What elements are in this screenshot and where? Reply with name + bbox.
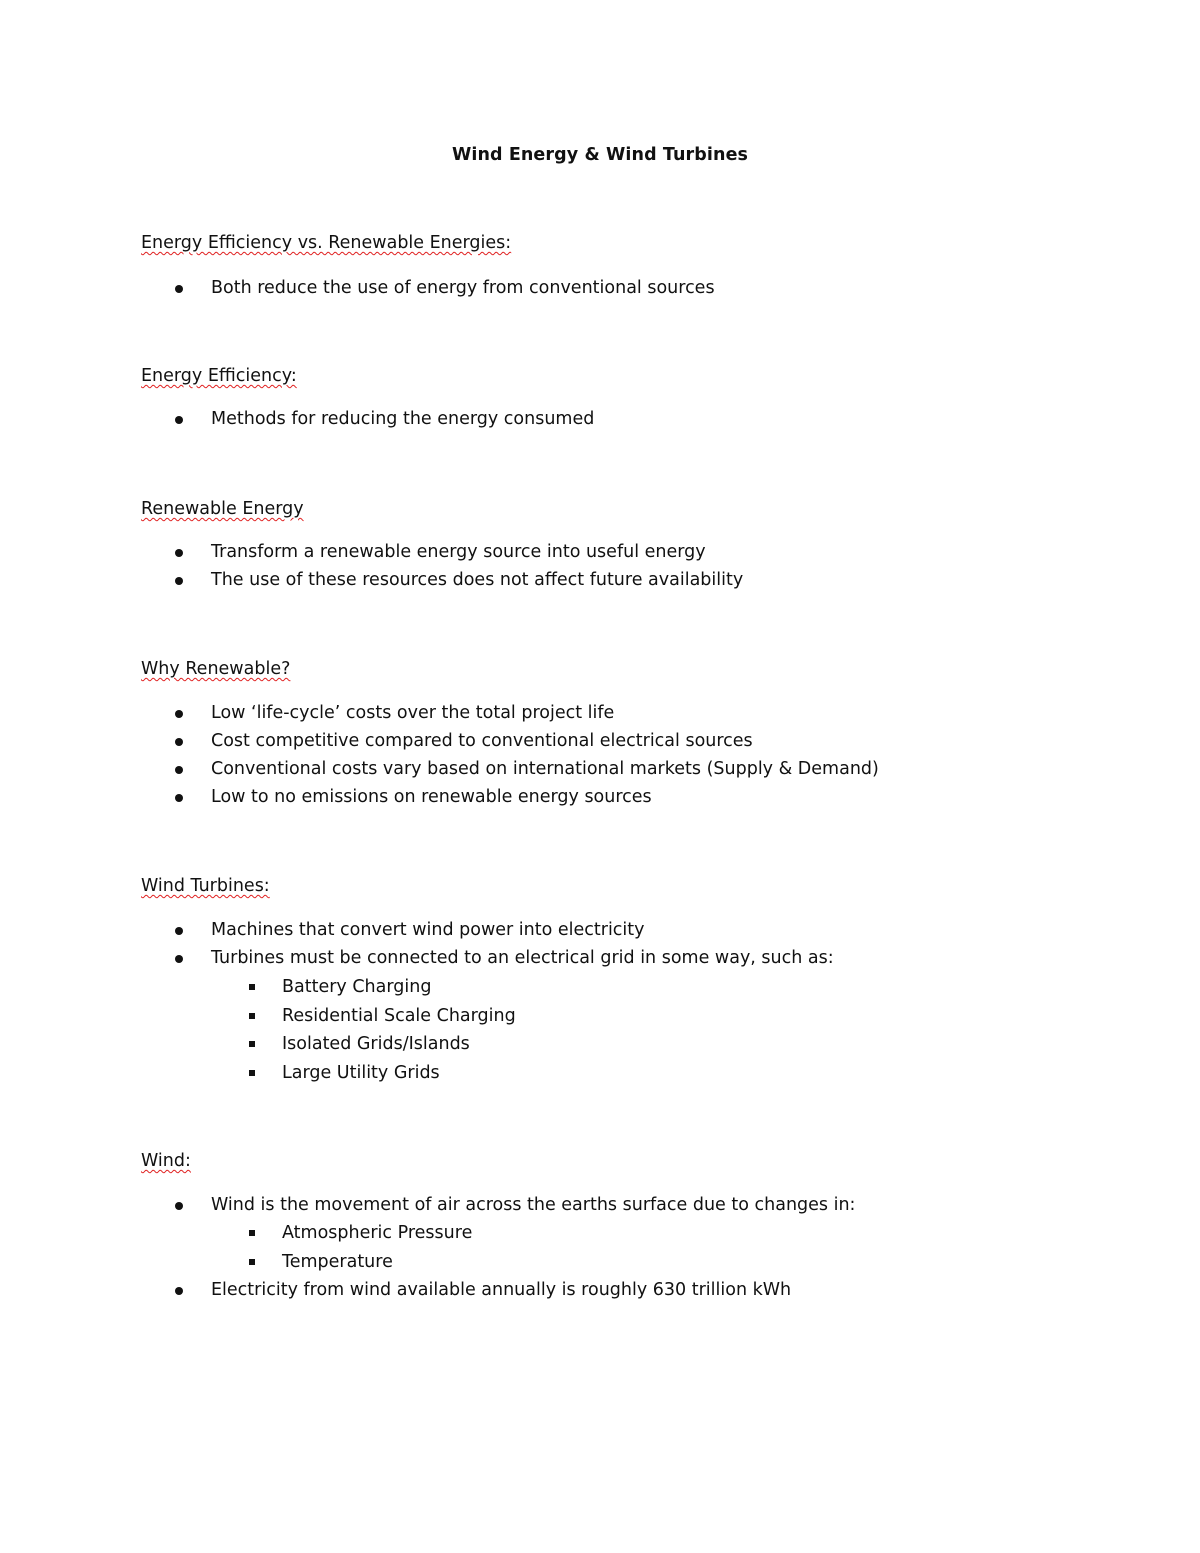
list-item: Cost competitive compared to conventional electrical sources: [211, 730, 753, 752]
square-bullet-icon: [249, 984, 255, 990]
bullet-icon: [175, 955, 183, 963]
section-heading: Renewable Energy: [141, 499, 304, 519]
sub-list-item: Large Utility Grids: [282, 1062, 440, 1084]
bullet-icon: [175, 794, 183, 802]
list-item: Low to no emissions on renewable energy sources: [211, 786, 652, 808]
bullet-icon: [175, 738, 183, 746]
square-bullet-icon: [249, 1259, 255, 1265]
bullet-icon: [175, 1287, 183, 1295]
list-item: Both reduce the use of energy from conventional sources: [211, 277, 715, 299]
bullet-icon: [175, 577, 183, 585]
square-bullet-icon: [249, 1013, 255, 1019]
square-bullet-icon: [249, 1070, 255, 1076]
list-item: Transform a renewable energy source into useful energy: [211, 541, 706, 563]
bullet-icon: [175, 1202, 183, 1210]
section-heading: Wind:: [141, 1151, 191, 1171]
bullet-icon: [175, 927, 183, 935]
sub-list-item: Isolated Grids/Islands: [282, 1033, 470, 1055]
document-title: Wind Energy & Wind Turbines: [451, 145, 749, 165]
section-heading: Why Renewable?: [141, 659, 291, 679]
list-item: Low ‘life-cycle’ costs over the total project life: [211, 702, 614, 724]
square-bullet-icon: [249, 1041, 255, 1047]
bullet-icon: [175, 416, 183, 424]
list-item: Conventional costs vary based on international markets (Supply & Demand): [211, 758, 879, 780]
bullet-icon: [175, 710, 183, 718]
list-item: The use of these resources does not affect future availability: [211, 569, 743, 591]
bullet-icon: [175, 549, 183, 557]
list-item: Electricity from wind available annually is roughly 630 trillion kWh: [211, 1279, 791, 1301]
sub-list-item: Battery Charging: [282, 976, 431, 998]
sub-list-item: Atmospheric Pressure: [282, 1222, 472, 1244]
list-item: Turbines must be connected to an electrical grid in some way, such as:: [211, 947, 834, 969]
list-item: Wind is the movement of air across the earths surface due to changes in:: [211, 1194, 855, 1216]
bullet-icon: [175, 285, 183, 293]
sub-list-item: Temperature: [282, 1251, 393, 1273]
bullet-icon: [175, 766, 183, 774]
square-bullet-icon: [249, 1230, 255, 1236]
section-heading: Wind Turbines:: [141, 876, 270, 896]
sub-list-item: Residential Scale Charging: [282, 1005, 516, 1027]
section-heading: Energy Efficiency vs. Renewable Energies:: [141, 233, 512, 253]
list-item: Machines that convert wind power into electricity: [211, 919, 645, 941]
list-item: Methods for reducing the energy consumed: [211, 408, 594, 430]
section-heading: Energy Efficiency:: [141, 366, 297, 386]
